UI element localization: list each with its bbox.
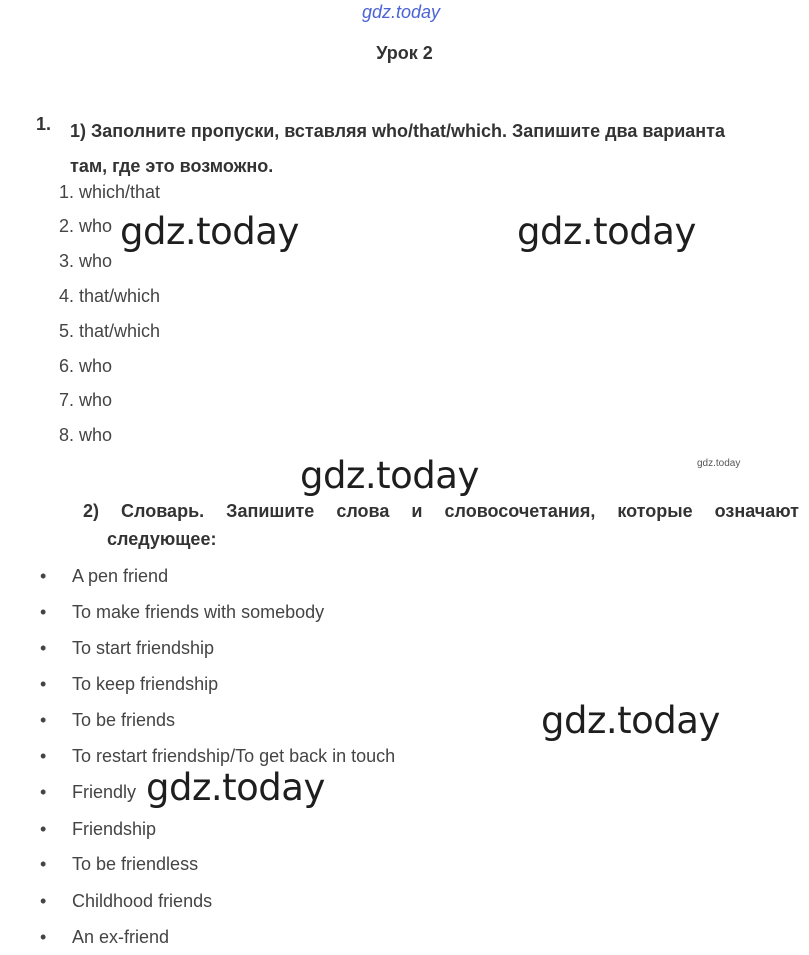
bullet-icon: • xyxy=(40,891,47,911)
list-item: To make friends with somebody xyxy=(72,602,325,622)
task-1-heading-line-2: там, где это возможно. xyxy=(70,156,274,176)
task-number: 1. xyxy=(36,114,52,134)
bullet-icon: • xyxy=(40,746,47,766)
answer-item: 5. that/which xyxy=(59,321,161,341)
bullet-icon: • xyxy=(40,638,47,658)
task-2-heading: 2) Словарь. Запишите слова и словосочетания, которые означают xyxy=(83,501,799,521)
watermark: gdz.today xyxy=(517,210,696,253)
watermark-small: gdz.today xyxy=(697,458,741,469)
list-item: An ex-friend xyxy=(72,927,170,947)
list-item: To be friendless xyxy=(72,854,199,874)
bullet-icon: • xyxy=(40,854,47,874)
watermark: gdz.today xyxy=(541,699,720,742)
watermark: gdz.today xyxy=(300,454,479,497)
list-item: To be friends xyxy=(72,710,176,730)
list-item: Childhood friends xyxy=(72,891,213,911)
list-item: To start friendship xyxy=(72,638,215,658)
watermark-top: gdz.today xyxy=(362,2,441,22)
answer-item: 4. that/which xyxy=(59,286,161,306)
bullet-icon: • xyxy=(40,819,47,839)
bullet-icon: • xyxy=(40,566,47,586)
list-item: A pen friend xyxy=(72,566,169,586)
list-item: To keep friendship xyxy=(72,674,219,694)
answer-item: 2. who xyxy=(59,216,113,236)
answer-item: 1. which/that xyxy=(59,182,161,202)
bullet-icon: • xyxy=(40,674,47,694)
lesson-title: Урок 2 xyxy=(376,43,433,63)
answer-item: 7. who xyxy=(59,390,113,410)
answer-item: 6. who xyxy=(59,356,113,376)
bullet-icon: • xyxy=(40,927,47,947)
list-item: Friendship xyxy=(72,819,157,839)
task-1-heading-line-1: 1) Заполните пропуски, вставляя who/that/which. Запишите два варианта xyxy=(70,121,726,141)
bullet-icon: • xyxy=(40,602,47,622)
answer-item: 3. who xyxy=(59,251,113,271)
list-item: Friendly xyxy=(72,782,137,802)
bullet-icon: • xyxy=(40,710,47,730)
list-item: To restart friendship/To get back in touch xyxy=(72,746,396,766)
task-1-heading xyxy=(70,114,725,184)
answer-item: 8. who xyxy=(59,425,113,445)
task-2-heading-line-2: следующее: xyxy=(107,529,217,549)
bullet-icon: • xyxy=(40,782,47,802)
watermark: gdz.today xyxy=(120,210,299,253)
watermark: gdz.today xyxy=(146,766,325,809)
